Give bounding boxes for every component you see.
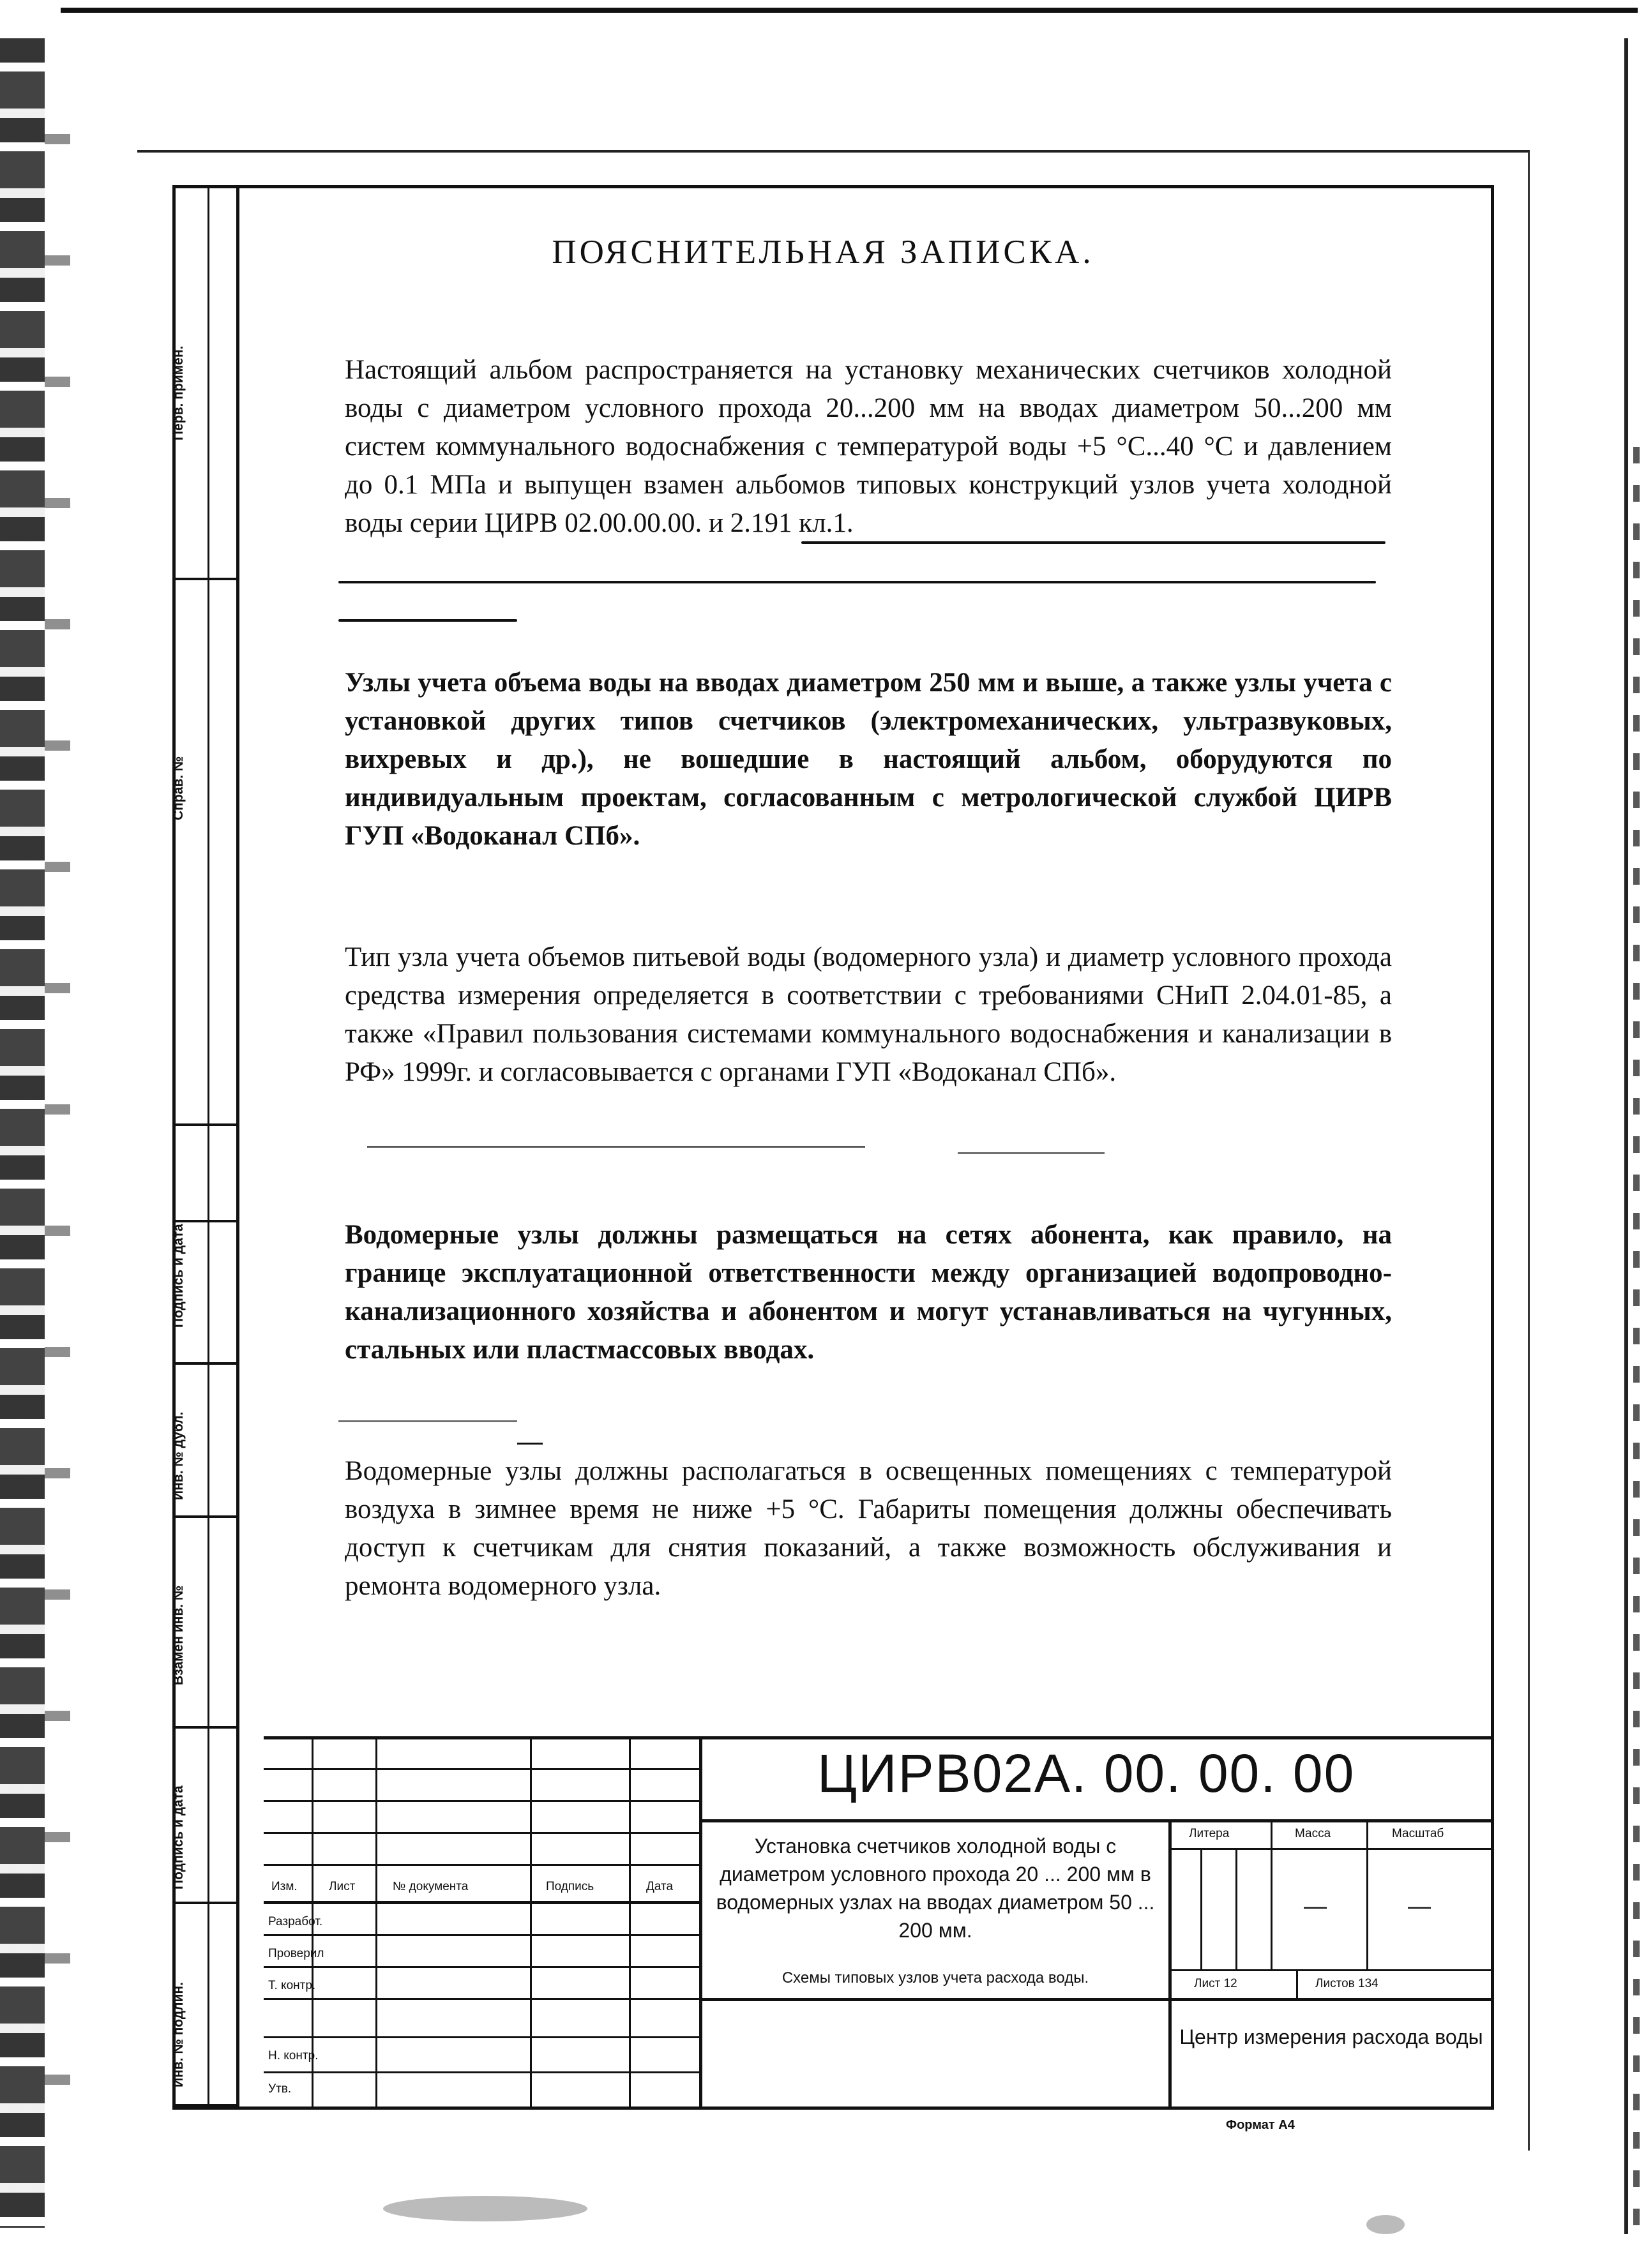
stamp-hline: [264, 1901, 700, 1904]
stamp-masshtab-value: —: [1408, 1893, 1431, 1919]
pencil-dash: [338, 1420, 517, 1422]
stamp-hline: [264, 1998, 700, 2000]
organization-name: Центр измерения расхода воды: [1179, 2025, 1483, 2048]
stamp-vline: [629, 1736, 631, 2107]
stamp-vline: [1296, 1969, 1298, 1998]
stamp-utv: Утв.: [268, 2082, 292, 2096]
stamp-n-kontr: Н. контр.: [268, 2049, 319, 2062]
stamp-vline: [699, 1736, 702, 2107]
hand-underline: [801, 541, 1386, 544]
stamp-hline: [699, 1998, 1491, 2001]
stamp-hline: [264, 1966, 700, 1968]
stamp-hline: [699, 1819, 1491, 1822]
side-stamp-upper: [176, 188, 238, 1222]
side-label-inv-dubl: Инв. № дубл.: [171, 1411, 186, 1500]
stamp-description: Установка счетчиков холодной воды с диаметром условного прохода 20 ... 200 мм в водомерных узлах на вводах диаметром 50 ... 200 мм.: [716, 1835, 1155, 1942]
stamp-col-data: Дата: [646, 1880, 674, 1893]
format-label: Формат А4: [1226, 2118, 1295, 2132]
side-divider: [176, 1515, 238, 1518]
stamp-massa: Масса: [1295, 1827, 1331, 1840]
paragraph-room-conditions: Водомерные узлы должны располагаться в освещенных помещениях с температурой воздуха в зимнее время не ниже +5 °C. Габариты помещения должны обеспечивать доступ к счетчикам для снятия показаний, а также возможность обслуживания и ремонта водомерного узла.: [345, 1456, 1392, 1601]
document-code: ЦИРВ02А. 00. 00. 00: [817, 1743, 1355, 1803]
stamp-hline: [264, 1934, 700, 1936]
scan-noise: [383, 2196, 587, 2221]
scan-right-edge-shadow: [1633, 447, 1640, 2234]
side-label-podpis-data: Подпись и дата: [171, 1224, 186, 1328]
stamp-vline: [1200, 1848, 1202, 1969]
stamp-hline: [264, 1832, 700, 1834]
stamp-vline: [1235, 1848, 1237, 1969]
side-divider: [176, 1902, 238, 1904]
stamp-vline: [1271, 1819, 1272, 1969]
stamp-proveril: Проверил: [268, 1947, 324, 1960]
stamp-list: Лист 12: [1194, 1977, 1237, 1990]
stamp-col-list: Лист: [329, 1880, 356, 1893]
stamp-vline: [1168, 1819, 1172, 2107]
stamp-col-podpis: Подпись: [546, 1880, 594, 1893]
paragraph-meter-type: Тип узла учета объемов питьевой воды (водомерного узла) и диаметр условного прохода средства измерения определяется в соответствии с требованиями СНиП 2.04.01-85, а также «Правил пользования системами коммунального водоснабжения и канализации в РФ» 1999г. и согласовывается с органами ГУП «Водоканал СПб».: [345, 942, 1392, 1087]
stamp-hline: [264, 2071, 700, 2073]
stamp-hline: [264, 1864, 700, 1866]
stamp-masshtab: Масштаб: [1392, 1827, 1444, 1840]
stamp-litera: Литера: [1189, 1827, 1230, 1840]
stamp-hline: [264, 1800, 700, 1802]
stamp-hline: [264, 1768, 700, 1770]
scan-left-edge: [0, 38, 45, 2228]
scan-noise: [1366, 2215, 1405, 2234]
side-divider: [176, 1362, 238, 1365]
scan-left-edge-shadow: [45, 89, 70, 2196]
stamp-hline: [1168, 1969, 1491, 1971]
side-label-vzamen-inv: Взамен инв. №: [171, 1585, 186, 1685]
stamp-col-izm: Изм.: [271, 1880, 298, 1893]
paragraph-placement: Водомерные узлы должны размещаться на сетях абонента, как правило, на границе эксплуатационной ответственности между организацией водопроводно-канализационного хозяйства и абонентом и могут устанавливаться на чугунных, стальных или пластмассовых вводах.: [345, 1220, 1392, 1365]
side-label-sprav: Справ. №: [171, 756, 186, 820]
stamp-t-kontr: Т. контр.: [268, 1979, 316, 1992]
document-title: ПОЯСНИТЕЛЬНАЯ ЗАПИСКА.: [552, 234, 1094, 271]
paragraph-large-diameters: Узлы учета объема воды на вводах диаметром 250 мм и выше, а также узлы учета с установкой других типов счетчиков (электромеханических, ультразвуковых, вихревых и др.), не вошедшие в настоящий альбом, оборудуются по индивидуальным проектам, согласованным с метрологической службой ЦИРВ ГУП «Водоканал СПб».: [345, 668, 1392, 851]
side-label-perv-primen: Перв. примен.: [171, 345, 186, 440]
stamp-vline: [530, 1736, 532, 2107]
side-divider: [176, 578, 238, 580]
stamp-hline: [1168, 1848, 1491, 1850]
stamp-listov: Листов 134: [1315, 1977, 1378, 1990]
stamp-vline: [375, 1736, 377, 2107]
side-label-inv-podl: Инв. № подлин.: [171, 1982, 186, 2087]
side-divider: [176, 1726, 238, 1729]
pencil-dash: [517, 1443, 543, 1445]
stamp-razrab: Разработ.: [268, 1915, 323, 1928]
stamp-vline: [1366, 1819, 1368, 1969]
stamp-massa-value: —: [1304, 1893, 1327, 1919]
scan-right-edge: [1624, 38, 1628, 2234]
side-vline-upper: [208, 188, 209, 1222]
side-vline-lower: [208, 1123, 209, 2107]
scan-top-line: [61, 8, 1638, 13]
pencil-dash: [958, 1152, 1105, 1154]
stamp-schemes: Схемы типовых узлов учета расхода воды.: [781, 1969, 1089, 1986]
stamp-hline: [264, 2036, 700, 2038]
hand-underline: [338, 619, 517, 622]
paragraph-scope: Настоящий альбом распространяется на установку механических счетчиков холодной воды с диаметром условного прохода 20...200 мм на вводах диаметром 50...200 мм систем коммунального водоснабжения с температурой воды +5 °C...40 °C и давлением до 0.1 МПа и выпущен взамен альбомов типовых конструкций узлов учета холодной воды серии ЦИРВ 02.00.00.00. и 2.191 кл.1.: [345, 355, 1392, 538]
pencil-dash: [367, 1146, 865, 1148]
hand-underline: [338, 581, 1376, 583]
side-label-podpis-data-2: Подпись и дата: [171, 1785, 186, 1889]
stamp-col-doc: № документа: [393, 1880, 469, 1893]
